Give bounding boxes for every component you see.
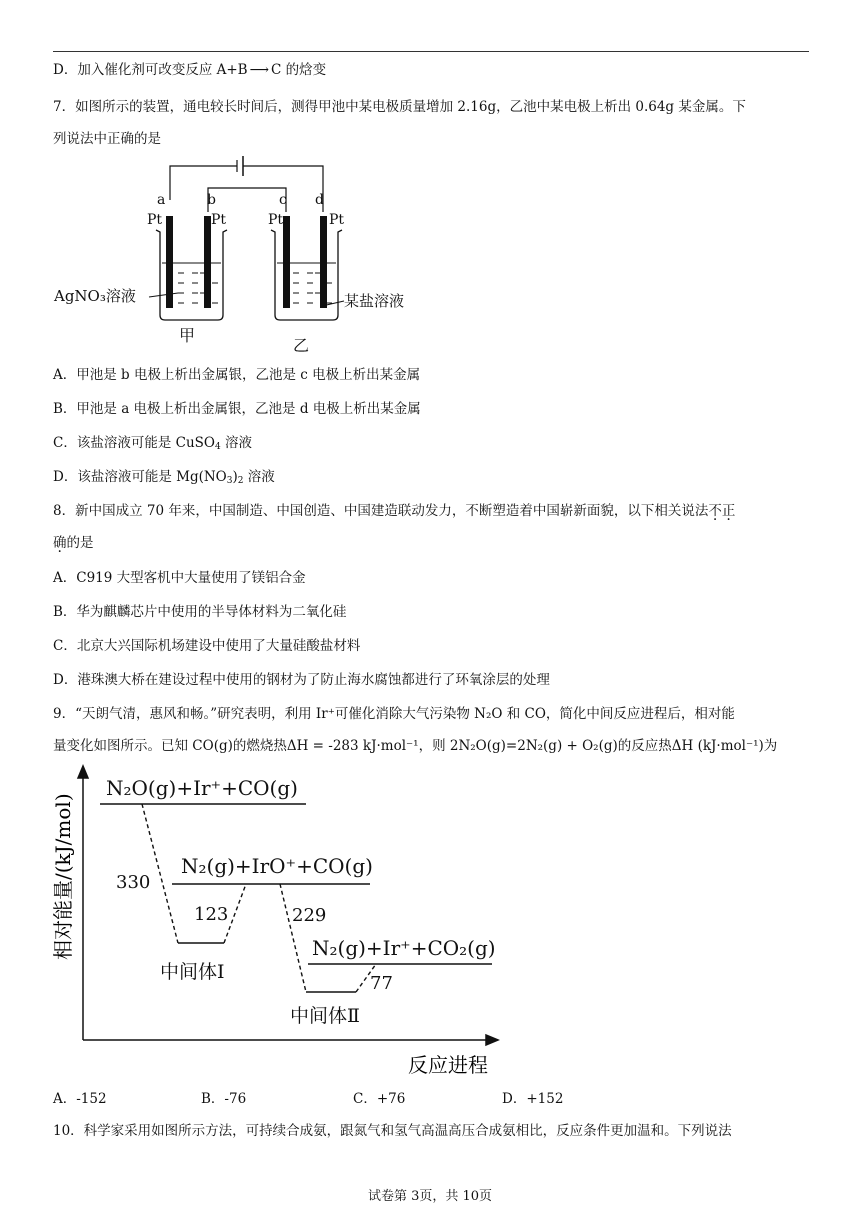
label-pt-a: Pt	[147, 212, 163, 228]
label-level-products: N₂(g)+Ir⁺+CO₂(g)	[312, 936, 496, 960]
label-level-reactants: N₂O(g)+Ir⁺+CO(g)	[106, 776, 298, 800]
q8-option-b: B．华为麒麟芯片中使用的半导体材料为二氧化硅	[53, 604, 347, 620]
pointer-left	[149, 293, 178, 297]
electrode-d	[320, 216, 327, 308]
q9-option-a: A．-152	[53, 1091, 107, 1107]
label-right-solution: 某盐溶液	[344, 292, 405, 310]
value-123: 123	[194, 904, 229, 925]
q9-stem-line1: 9．“天朗气清，惠风和畅。”研究表明，利用 Ir⁺可催化消除大气污染物 N₂O 和 CO，简化中间反应进程后，相对能	[53, 706, 735, 722]
liquid-hatch	[178, 273, 332, 303]
q7-stem-line2: 列说法中正确的是	[53, 131, 161, 147]
beaker-right	[271, 230, 342, 320]
energy-diagram	[40, 760, 510, 1080]
label-pt-d: Pt	[329, 212, 345, 228]
page-footer: 试卷第 3页，共 10页	[367, 1189, 493, 1204]
label-level-transition: N₂(g)+IrO⁺+CO(g)	[181, 854, 373, 878]
q7-stem-line1: 7．如图所示的装置，通电较长时间后，测得甲池中某电极质量增加 2.16g，乙池中某电极上析出 0.64g 某金属。下	[53, 99, 746, 115]
label-right-cell: 乙	[293, 336, 310, 355]
q7-option-a: A．甲池是 b 电极上析出金属银，乙池是 c 电极上析出某金属	[53, 367, 421, 383]
q7-option-c: C．该盐溶液可能是 CuSO$_4$ 溶液	[53, 435, 252, 452]
label-pt-c: Pt	[268, 212, 284, 228]
q8-stem-line2: 确的是	[53, 535, 94, 551]
x-axis-label: 反应进程	[408, 1053, 488, 1077]
q9-option-c: C．+76	[353, 1091, 406, 1107]
y-axis-arrow	[78, 766, 88, 778]
label-left-cell: 甲	[179, 326, 196, 345]
x-axis-arrow	[486, 1035, 498, 1045]
label-left-solution: AgNO₃溶液	[54, 287, 136, 305]
q6-option-d: D．加入催化剂可改变反应 A+B ⟶ C 的焓变	[53, 62, 327, 78]
label-b: b	[207, 192, 216, 208]
y-axis-label: 相对能量/(kJ/mol)	[51, 793, 75, 960]
q8-option-a: A．C919 大型客机中大量使用了镁铝合金	[53, 570, 306, 586]
electrode-c	[283, 216, 290, 308]
label-a: a	[157, 192, 166, 208]
label-pt-b: Pt	[211, 212, 227, 228]
label-c: c	[279, 192, 287, 208]
value-330: 330	[116, 872, 151, 893]
label-intermediate-1: 中间体Ⅰ	[160, 961, 225, 983]
electrolysis-diagram	[50, 152, 450, 357]
q9-option-d: D．+152	[502, 1091, 564, 1107]
q9-option-b: B．-76	[201, 1091, 247, 1107]
circuit-wires	[170, 156, 323, 212]
header-rule	[53, 51, 809, 52]
label-d: d	[315, 192, 324, 208]
q8-option-c: C．北京大兴国际机场建设中使用了大量硅酸盐材料	[53, 638, 361, 654]
value-77: 77	[370, 973, 393, 994]
value-229: 229	[292, 905, 327, 926]
electrode-b	[204, 216, 211, 308]
q8-option-d: D．港珠澳大桥在建设过程中使用的钢材为了防止海水腐蚀都进行了环氧涂层的处理	[53, 672, 550, 688]
label-intermediate-2: 中间体Ⅱ	[290, 1005, 360, 1027]
q7-option-d: D．该盐溶液可能是 $Mg(NO_3)_2$ 溶液	[53, 469, 275, 486]
q7-option-b: B．甲池是 a 电极上析出金属银，乙池是 d 电极上析出某金属	[53, 401, 421, 417]
q9-stem-line2: 量变化如图所示。已知 CO(g)的燃烧热ΔH = -283 kJ·mol⁻¹，则 2N₂O(g)=2N₂(g) + O₂(g)的反应热ΔH (kJ·mol⁻¹)为	[53, 738, 778, 754]
q8-stem-line1: 8．新中国成立 70 年来，中国制造、中国创造、中国建造联动发力，不断塑造着中国崭新面貌，以下相关说法不正	[53, 503, 736, 519]
q10-stem-line1: 10．科学家采用如图所示方法，可持续合成氨，跟氮气和氢气高温高压合成氨相比，反应条件更加温和。下列说法	[53, 1123, 732, 1139]
